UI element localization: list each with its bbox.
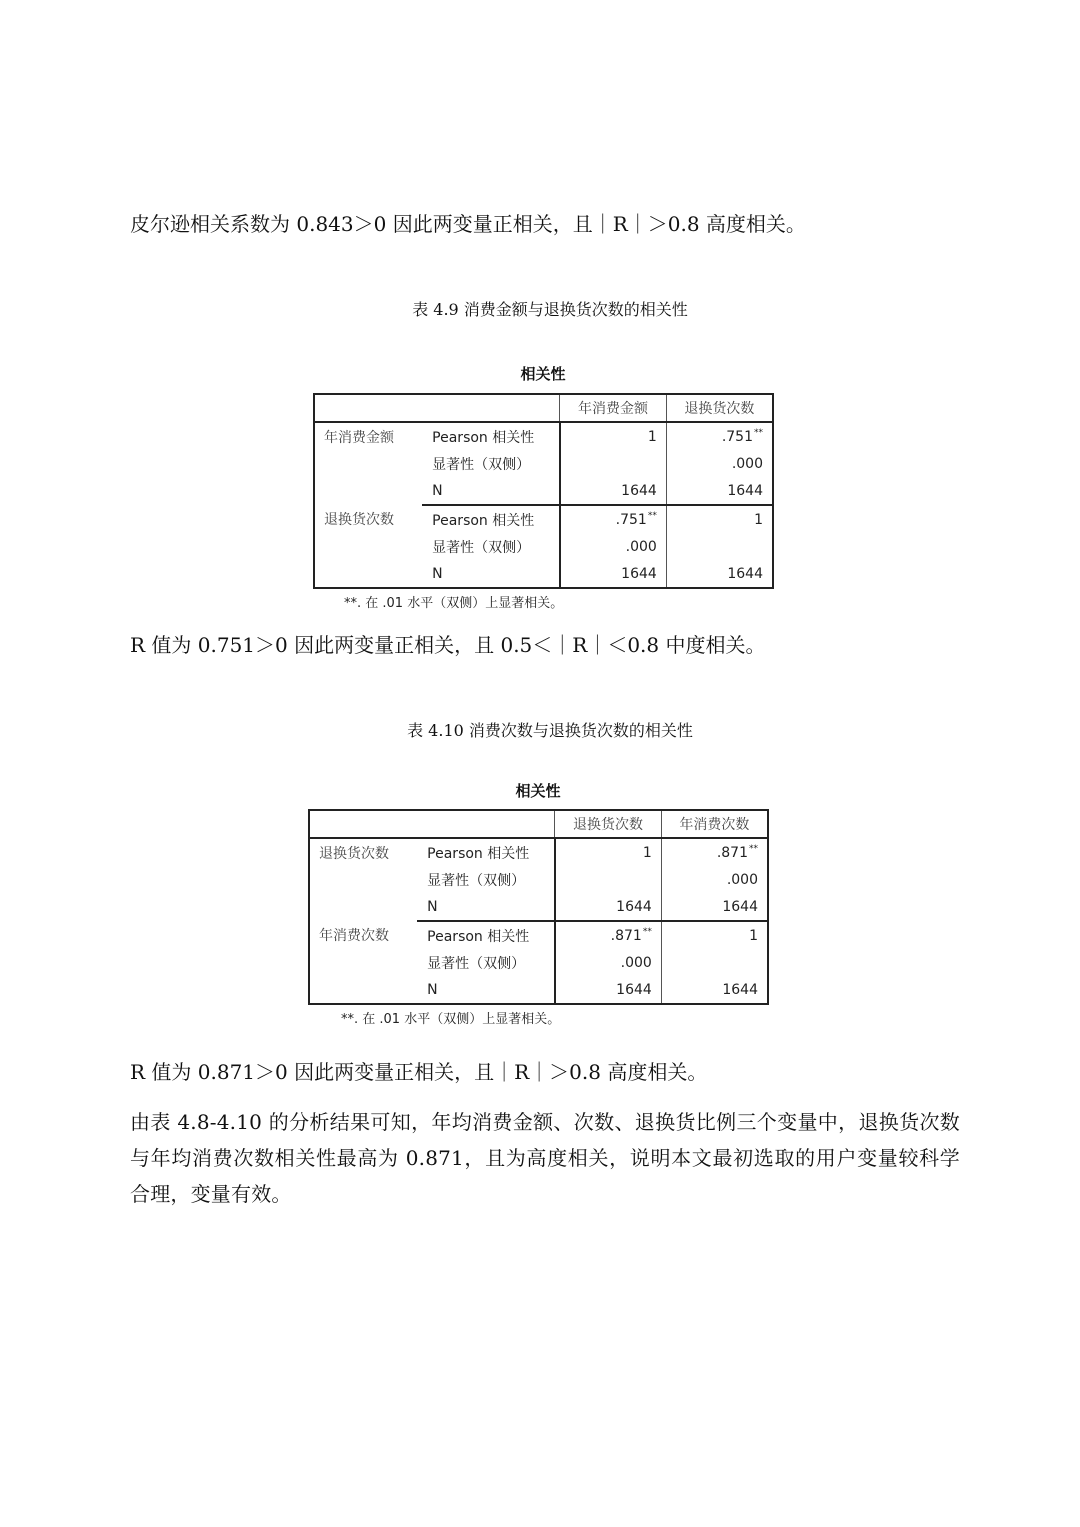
table-cell: 1644 [661,893,768,921]
table-cell: 1 [560,422,667,450]
column-header: 退换货次数 [555,810,662,838]
table-cell: 1644 [560,477,667,505]
stat-label: N [417,893,554,921]
stat-label: N [432,565,443,582]
header-corner [314,394,560,422]
stat-label: Pearson 相关性 [432,429,535,446]
table-cell: 1644 [555,976,662,1004]
column-header: 年消费金额 [560,394,667,422]
table-cell: 1 [666,505,773,533]
row-group-label: 年消费金额 [324,430,394,446]
table-cell: 1 [555,838,662,866]
column-header: 退换货次数 [666,394,773,422]
row-group-label: 年消费次数 [319,928,389,944]
stat-label: N [422,477,559,505]
table-cell [666,533,773,560]
table-cell: 1644 [560,560,667,588]
significance-marker: ** [647,511,657,521]
paragraph-conclusion: 由表 4.8-4.10 的分析结果可知，年均消费金额、次数、退换货比例三个变量中，退换货次数与年均消费次数相关性最高为 0.871，且为高度相关，说明本文最初选取的用户变量较科学合理，变量有效。 [130,1110,960,1206]
stat-label: 显著性（双侧） [427,955,526,972]
paragraph-r-0871: R 值为 0.871＞0 因此两变量正相关，且｜R｜＞0.8 高度相关。 [130,1060,708,1084]
stat-label: 显著性（双侧） [432,456,531,473]
row-group-label: 退换货次数 [324,512,394,528]
table-cell: 1644 [661,976,768,1004]
paragraph-pearson-0843: 皮尔逊相关系数为 0.843＞0 因此两变量正相关，且｜R｜＞0.8 高度相关。 [130,212,806,236]
significance-marker: ** [754,428,763,438]
table-4-10-caption: 表 4.10 消费次数与退换货次数的相关性 [407,721,693,740]
header-corner [309,810,555,838]
table-cell: .751** [560,505,667,533]
table-cell: .000 [555,949,662,976]
stat-label: N [427,981,438,998]
table-cell [555,866,662,893]
table-cell: .000 [560,533,667,560]
stat-label: 显著性（双侧） [432,539,531,556]
table-cell: 1644 [666,560,773,588]
significance-marker: ** [749,844,758,854]
table-4-9-caption: 表 4.9 消费金额与退换货次数的相关性 [412,300,688,319]
table-cell: .000 [661,866,768,893]
table-4-10-title: 相关性 [515,782,561,800]
table-cell: .871** [661,838,768,866]
stat-label: Pearson 相关性 [427,928,530,945]
significance-marker: ** [642,927,652,937]
stat-label: Pearson 相关性 [432,512,535,529]
table-cell: 1 [661,921,768,949]
paragraph-r-0751: R 值为 0.751＞0 因此两变量正相关，且 0.5＜｜R｜＜0.8 中度相关。 [130,633,766,657]
column-header: 年消费次数 [661,810,768,838]
stat-label: 显著性（双侧） [427,872,526,889]
table-4-9-footnote: **. 在 .01 水平（双侧）上显著相关。 [344,596,564,611]
stat-label: Pearson 相关性 [427,845,530,862]
table-cell [661,949,768,976]
table-cell [560,450,667,477]
table-4-10 [308,809,769,1005]
table-4-9 [313,393,774,589]
row-group-label: 退换货次数 [319,846,389,862]
table-cell: .000 [666,450,773,477]
table-4-10-footnote: **. 在 .01 水平（双侧）上显著相关。 [341,1012,561,1027]
table-cell: .751** [666,422,773,450]
table-cell: .871** [555,921,662,949]
table-cell: 1644 [555,893,662,921]
table-4-9-title: 相关性 [520,365,566,383]
table-cell: 1644 [666,477,773,505]
